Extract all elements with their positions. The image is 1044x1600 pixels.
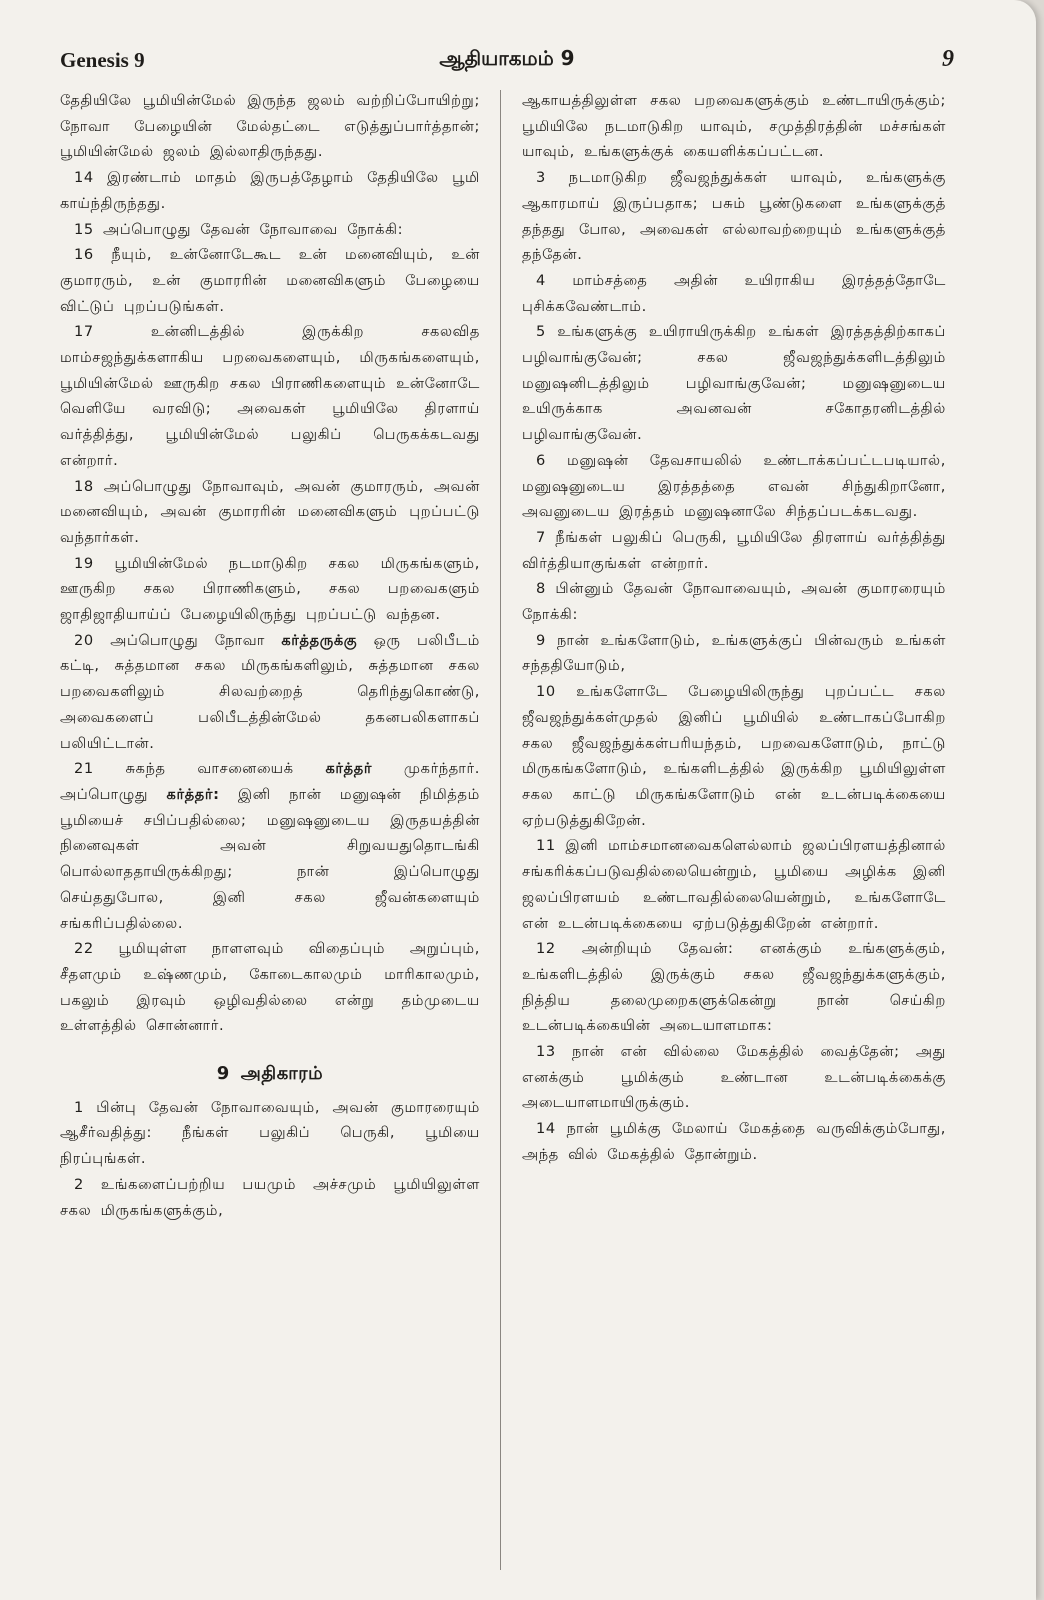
verse-9-3: 3 நடமாடுகிற ஜீவஜந்துக்கள் யாவும், உங்களுக்கு ஆகாரமாய் இருப்பதாக; பசும் பூண்டுகளை உங்களுக்குத் தந்தது போல, அவைகள் எல்லாவற்றையும் உங்களுக்குத் தந்தேன்.	[522, 169, 946, 264]
verse-8-21	[60, 756, 480, 936]
verse-8-21-text-a: 21 சுகந்த வாசனையைக்	[74, 760, 326, 778]
verse-8-21-text-c: இனி நான் மனுஷன் நிமித்தம் பூமியைச் சபிப்பதில்லை; மனுஷனுடைய இருதயத்தின் நினைவுகள் அவன் சிறுவயதுதொடங்கி பொல்லாததாயிருக்கிறது; நான் இப்பொழுது செய்ததுபோல, இனி சகல ஜீவன்களையும் சங்கரிப்பதில்லை.	[60, 785, 480, 932]
verse-9-12: 12 அன்றியும் தேவன்: எனக்கும் உங்களுக்கும், உங்களிடத்தில் இருக்கும் சகல ஜீவஜந்துக்களுக்கும், நித்திய தலைமுறைகளுக்கென்று நான் செய்கிற உடன்படிக்கையின் அடையாளமாக:	[522, 940, 946, 1035]
verse-9-11: 11 இனி மாம்சமானவைகளெல்லாம் ஜலப்பிரளயத்தினால் சங்கரிக்கப்படுவதில்லையென்றும், பூமியை அழிக்க இனி ஜலப்பிரளயம் உண்டாவதில்லையென்றும், உங்களோடே என் உடன்படிக்கையை ஏற்படுத்துகிறேன் என்றார்.	[522, 837, 946, 932]
verse-9-9: 9 நான் உங்களோடும், உங்களுக்குப் பின்வரும் உங்கள் சந்ததியோடும்,	[522, 631, 946, 675]
column-divider	[500, 90, 501, 1570]
right-column	[522, 88, 946, 1588]
header-tamil-title: ஆதியாகமம் 9	[439, 46, 575, 70]
verse-9-10: 10 உங்களோடே பேழையிலிருந்து புறப்பட்ட சகல ஜீவஜந்துக்கள்முதல் இனிப் பூமியில் உண்டாகப்போகிற சகல ஜீவஜந்துக்கள்பரியந்தம், பறவைகளோடும், நாட்டு மிருகங்களோடும், உங்களிடத்தில் இருக்கிற பூமியிலுள்ள சகல காட்டு மிருகங்களோடும் என் உடன்படிக்கையை ஏற்படுத்துகிறேன்.	[522, 683, 946, 829]
verse-8-20-text-a: 20 அப்பொழுது நோவா	[74, 631, 282, 649]
left-column	[60, 88, 480, 1588]
verse-8-20-text-b: ஒரு பலிபீடம் கட்டி, சுத்தமான சகல மிருகங்களிலும், சுத்தமான சகல பறவைகளிலும் சிலவற்றைத் தெரிந்துகொண்டு, அவைகளைப் பலிபீடத்தின்மேல் தகனபலிகளாகப் பலியிட்டான்.	[60, 631, 480, 752]
verse-8-21-text-b: முகர்ந்தார். அப்பொழுது	[60, 760, 480, 803]
verse-9-2-continuation: ஆகாயத்திலுள்ள சகல பறவைகளுக்கும் உண்டாயிருக்கும்; பூமியிலே நடமாடுகிற யாவும், சமுத்திரத்தின் மச்சங்கள் யாவும், உங்களுக்குக் கையளிக்கப்பட்டன.	[522, 92, 946, 161]
verse-13-continuation: தேதியிலே பூமியின்மேல் இருந்த ஜலம் வற்றிப்போயிற்று; நோவா பேழையின் மேல்தட்டை எடுத்துப்பார்த்தான்; பூமியின்மேல் ஜலம் இல்லாதிருந்தது.	[60, 92, 480, 161]
verse-9-2: 2 உங்களைப்பற்றிய பயமும் அச்சமும் பூமியிலுள்ள சகல மிருகங்களுக்கும்,	[60, 1175, 480, 1219]
verse-9-8: 8 பின்னும் தேவன் நோவாவையும், அவன் குமாரரையும் நோக்கி:	[522, 580, 946, 624]
verse-8-21-lord-2: கர்த்தர்:	[166, 785, 220, 803]
verse-9-6: 6 மனுஷன் தேவசாயலில் உண்டாக்கப்பட்டபடியால், மனுஷனுடைய இரத்தத்தை எவன் சிந்துகிறானோ, அவனுடைய இரத்தம் மனுஷனாலே சிந்தப்படக்கடவது.	[522, 451, 946, 521]
verse-8-20-lord: கர்த்தருக்கு	[281, 631, 358, 649]
running-header	[60, 44, 954, 84]
verse-8-14: 14 இரண்டாம் மாதம் இருபத்தேழாம் தேதியிலே பூமி காய்ந்திருந்தது.	[60, 169, 480, 212]
verse-9-14: 14 நான் பூமிக்கு மேலாய் மேகத்தை வருவிக்கும்போது, அந்த வில் மேகத்தில் தோன்றும்.	[522, 1120, 946, 1163]
verse-8-17: 17 உன்னிடத்தில் இருக்கிற சகலவித மாம்சஜந்துக்களாகிய பறவைகளையும், மிருகங்களையும், பூமியின்மேல் ஊருகிற சகல பிராணிகளையும் உன்னோடே வெளியே வரவிடு; அவைகள் பூமியிலே திரளாய் வர்த்தித்து, பூமியின்மேல் பலுகிப் பெருகக்கடவது என்றார்.	[60, 323, 480, 469]
header-book-chapter: Genesis 9	[60, 48, 145, 72]
chapter-heading: 9 அதிகாரம்	[216, 1063, 324, 1085]
verse-9-4: 4 மாம்சத்தை அதின் உயிராகிய இரத்தத்தோடே புசிக்கவேண்டாம்.	[522, 271, 946, 315]
verse-8-19: 19 பூமியின்மேல் நடமாடுகிற சகல மிருகங்களும், ஊருகிற சகல பிராணிகளும், சகல பறவைகளும் ஜாதிஜாதியாய்ப் பேழையிலிருந்து புறப்பட்டு வந்தன.	[60, 554, 480, 624]
verse-9-7: 7 நீங்கள் பலுகிப் பெருகி, பூமியிலே திரளாய் வர்த்தித்து விர்த்தியாகுங்கள் என்றார்.	[522, 528, 946, 572]
verse-8-20	[60, 628, 480, 757]
verse-8-18: 18 அப்பொழுது நோவாவும், அவன் குமாரரும், அவன் மனைவியும், அவன் குமாரரின் மனைவிகளும் புறப்பட்டு வந்தார்கள்.	[60, 477, 480, 546]
verse-9-13: 13 நான் என் வில்லை மேகத்தில் வைத்தேன்; அது எனக்கும் பூமிக்கும் உண்டான உடன்படிக்கைக்கு அடையாளமாயிருக்கும்.	[522, 1043, 946, 1112]
verse-9-1: 1 பின்பு தேவன் நோவாவையும், அவன் குமாரரையும் ஆசீர்வதித்து: நீங்கள் பலுகிப் பெருகி, பூமியை நிரப்புங்கள்.	[60, 1098, 480, 1168]
verse-9-5: 5 உங்களுக்கு உயிராயிருக்கிற உங்கள் இரத்தத்திற்காகப் பழிவாங்குவேன்; சகல ஜீவஜந்துக்களிடத்திலும் மனுஷனிடத்திலும் பழிவாங்குவேன்; மனுஷனுடைய உயிருக்காக அவனவன் சகோதரனிடத்தில் பழிவாங்குவேன்.	[522, 323, 946, 444]
verse-8-22: 22 பூமியுள்ள நாளளவும் விதைப்பும் அறுப்பும், சீதளமும் உஷ்ணமும், கோடைகாலமும் மாரிகாலமும், பகலும் இரவும் ஒழிவதில்லை என்று தம்முடைய உள்ளத்தில் சொன்னார்.	[60, 940, 480, 1035]
verse-8-16: 16 நீயும், உன்னோடேகூட உன் மனைவியும், உன் குமாரரும், உன் குமாரரின் மனைவிகளும் பேழையை விட்டுப் புறப்படுங்கள்.	[60, 246, 480, 315]
verse-8-15: 15 அப்பொழுது தேவன் நோவாவை நோக்கி:	[74, 220, 404, 238]
header-page-number: 9	[942, 46, 954, 72]
verse-8-21-lord-1: கர்த்தர்	[325, 760, 373, 778]
